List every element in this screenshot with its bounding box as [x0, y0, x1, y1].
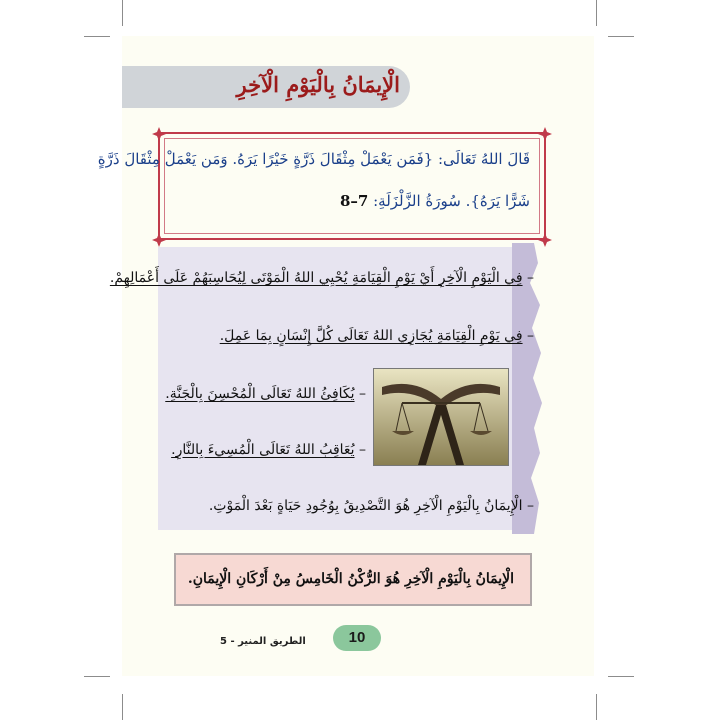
- verse-reference: شَرًّا يَرَهُ}. سُورَةُ الزَّلْزَلَةِ:: [373, 192, 530, 210]
- verse-line-2: [340, 192, 530, 210]
- crop-mark: [596, 0, 597, 26]
- bullet-item: [165, 386, 366, 402]
- bullet-item: [220, 328, 534, 344]
- bullet-text: الْإِيمَانُ بِالْيَوْمِ الْآخِرِ هُوَ التَّصْدِيقُ بِوُجُودِ حَيَاةٍ بَعْدَ الْمَوْتِ.: [208, 498, 523, 514]
- crop-mark: [596, 694, 597, 720]
- crop-mark: [608, 36, 634, 37]
- bullet-dash: –: [527, 498, 534, 514]
- torn-edge-decoration: [512, 243, 544, 534]
- page-title: الْإِيمَانُ بِالْيَوْمِ الْآخِرِ: [236, 72, 400, 97]
- title-band: [122, 66, 410, 108]
- bullet-item: [110, 270, 534, 286]
- crop-mark: [84, 36, 110, 37]
- bullet-dash: –: [527, 270, 534, 286]
- bullet-text: فِي يَوْمِ الْقِيَامَةِ يُجَازِي اللهُ تَعَالَى كُلَّ إِنْسَانٍ بِمَا عَمِلَ.: [219, 328, 523, 344]
- bullet-text: يُعَاقِبُ اللهُ تَعَالَى الْمُسِيءَ بِالنَّارِ.: [171, 442, 355, 458]
- bullet-item: [209, 498, 534, 514]
- bullet-text: يُكَافِئُ اللهُ تَعَالَى الْمُحْسِنَ بِالْجَنَّةِ.: [165, 386, 355, 402]
- crop-mark: [122, 694, 123, 720]
- bullet-dash: –: [359, 442, 366, 458]
- crop-mark: [122, 0, 123, 26]
- page-number-badge: 10: [333, 625, 381, 651]
- bullet-dash: –: [359, 386, 366, 402]
- scales-of-justice-icon: [373, 368, 509, 466]
- summary-text: الْإِيمَانُ بِالْيَوْمِ الْآخِرِ هُوَ الرُّكْنُ الْخَامِسُ مِنْ أَرْكَانِ الْإِيمَانِ.: [187, 571, 514, 587]
- verse-box: [97, 132, 546, 240]
- crop-mark: [84, 676, 110, 677]
- bullet-text: فِي الْيَوْمِ الْآخِرِ أَيْ يَوْمِ الْقِيَامَةِ يُحْيِي اللهُ الْمَوْتَى لِيُحَاسِبَهُمْ عَلَى أَعْمَالِهِمْ.: [109, 270, 523, 286]
- verse-line-1: قَالَ اللهُ تَعَالَى: {فَمَن يَعْمَلْ مِثْقَالَ ذَرَّةٍ خَيْرًا يَرَهُ. وَمَن يَعْمَلْ مِثْقَالَ ذَرَّةٍ: [97, 150, 530, 168]
- corner-ornament-icon: [152, 126, 166, 140]
- summary-box: [174, 553, 532, 606]
- bullet-dash: –: [527, 328, 534, 344]
- book-footer-title: الطريق المنير - 5: [220, 636, 306, 647]
- corner-ornament-icon: [152, 232, 166, 246]
- crop-mark: [608, 676, 634, 677]
- bullet-item: [171, 442, 366, 458]
- corner-ornament-icon: [538, 126, 552, 140]
- verse-numbers: 7–8: [339, 192, 369, 210]
